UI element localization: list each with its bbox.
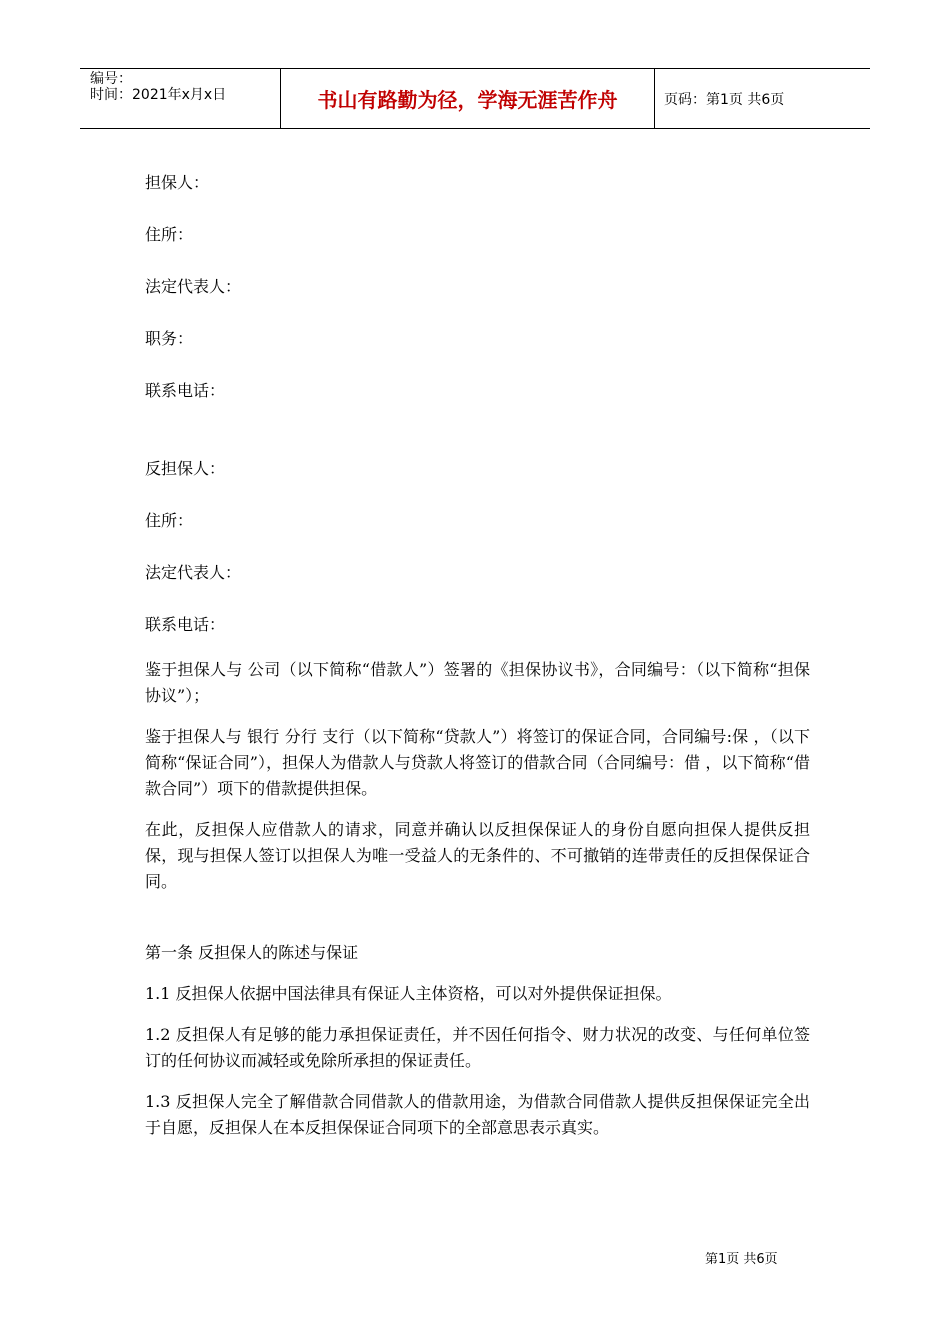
document-time-label: 时间：2021年x月x日 — [90, 87, 227, 103]
recital-paragraph: 鉴于担保人与 银行 分行 支行（以下简称“贷款人”）将签订的保证合同，合同编号:保 ，（以下简称“保证合同”），担保人为借款人与贷款人将签订的借款合同（合同编号：借 ，以下简称“借款合同”）项下的借款提供担保。 — [145, 727, 810, 798]
article-1-title: 第一条 反担保人的陈述与保证 — [145, 943, 359, 962]
document-body — [145, 170, 810, 1156]
article-1-clause: 1.1 反担保人依据中国法律具有保证人主体资格，可以对外提供保证担保。 — [145, 984, 672, 1003]
article-1-clause: 1.2 反担保人有足够的能力承担保证责任，并不因任何指令、财力状况的改变、与任何单位签订的任何协议而减轻或免除所承担的保证责任。 — [145, 1025, 810, 1070]
document-number-label: 编号： — [90, 71, 132, 87]
counter-guarantor-legal-rep-field: 法定代表人： — [145, 563, 242, 582]
page-footer-page-info: 第1页 共6页 — [705, 1252, 778, 1267]
header-motto: 书山有路勤为径，学海无涯苦作舟 — [281, 69, 655, 128]
recital-paragraph: 鉴于担保人与 公司（以下简称“借款人”）签署的《担保协议书》，合同编号：（以下简称“担保协议”）； — [145, 660, 810, 705]
page-header — [80, 68, 870, 129]
header-page-info: 页码：第1页 共6页 — [664, 91, 785, 108]
guarantor-address-field: 住所： — [145, 225, 194, 244]
counter-guarantor-phone-field: 联系电话： — [145, 615, 226, 634]
guarantor-name-field: 担保人： — [145, 173, 210, 192]
header-meta — [80, 69, 281, 128]
guarantor-position-field: 职务： — [145, 329, 194, 348]
guarantor-legal-rep-field: 法定代表人： — [145, 277, 242, 296]
guarantor-phone-field: 联系电话： — [145, 381, 226, 400]
article-1-clause: 1.3 反担保人完全了解借款合同借款人的借款用途，为借款合同借款人提供反担保保证完全出于自愿，反担保人在本反担保保证合同项下的全部意思表示真实。 — [145, 1092, 810, 1137]
counter-guarantor-name-field: 反担保人： — [145, 459, 226, 478]
recital-paragraph: 在此，反担保人应借款人的请求，同意并确认以反担保保证人的身份自愿向担保人提供反担保，现与担保人签订以担保人为唯一受益人的无条件的、不可撤销的连带责任的反担保保证合同。 — [145, 820, 810, 891]
counter-guarantor-address-field: 住所： — [145, 511, 194, 530]
